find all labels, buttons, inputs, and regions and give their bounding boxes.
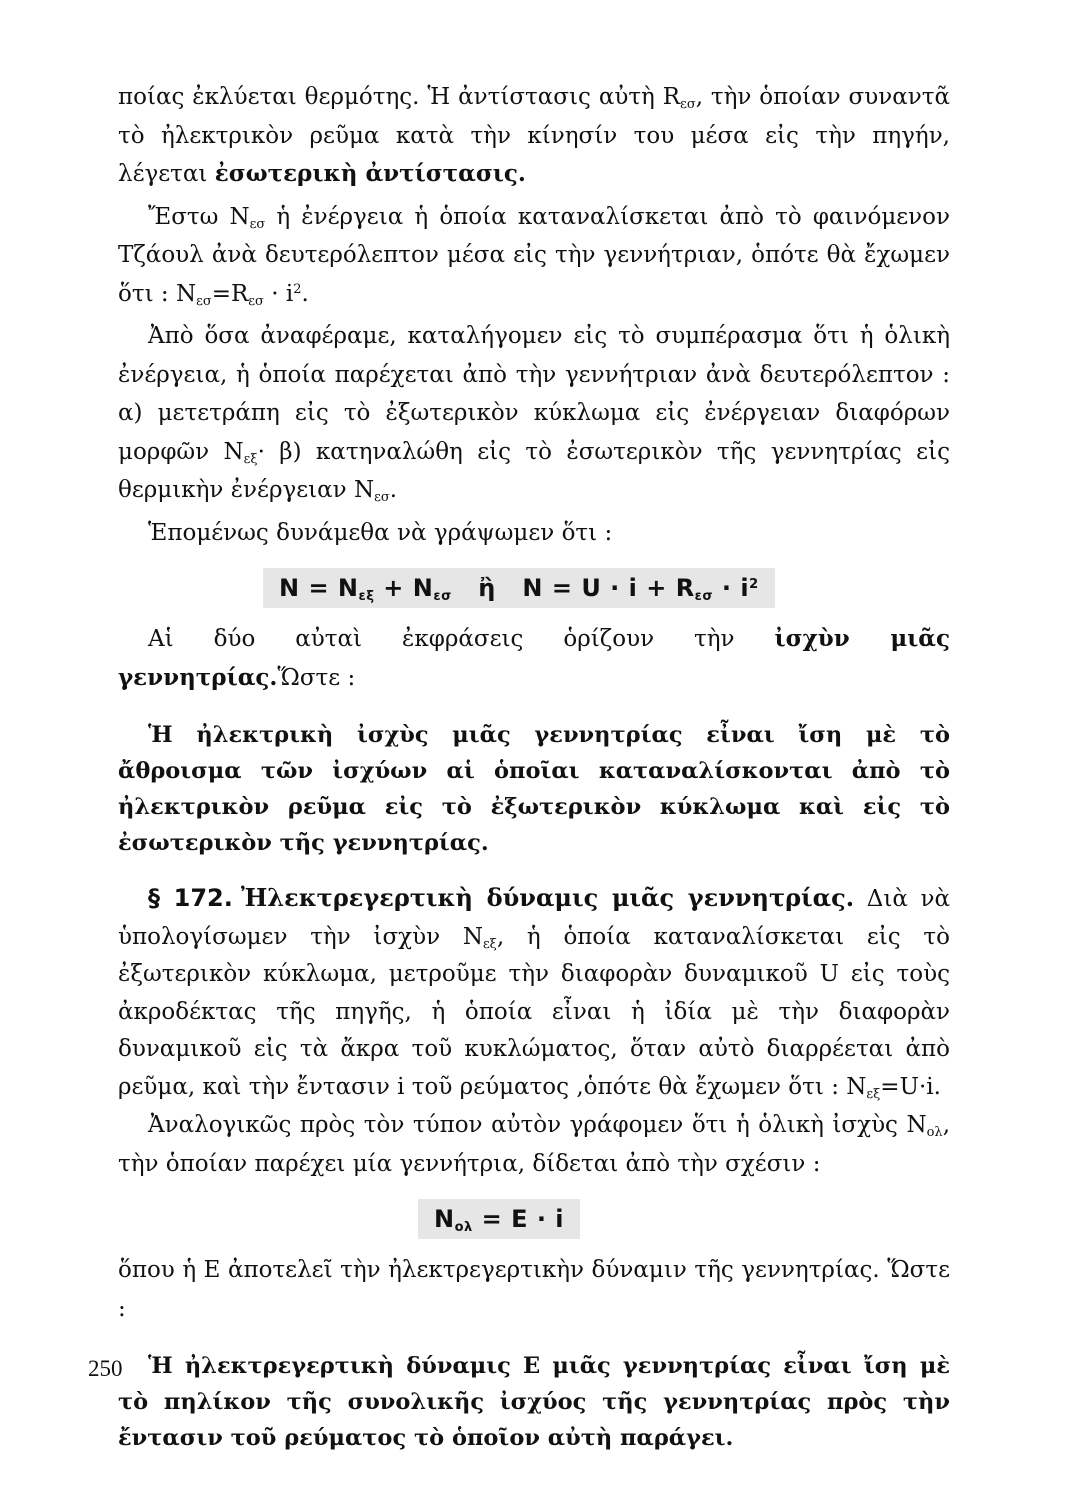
text: Ἀπὸ ὅσα ἀναφέραμε, καταλήγομεν εἰς τὸ συμπέρασμα ὅτι ἡ ὁλικὴ ἐνέργεια, ἡ ὁποία παρέχεται ἀπὸ τὴν γεννήτριαν ἀνὰ δευτερόλεπτον : α) μετετράπη εἰς τὸ ἐξωτερικὸν κύκλωμα εἰς ἐνέργειαν διαφόρων μορφῶν (118, 323, 950, 465)
rule-emf: Ἡ ἠλεκτρεγερτικὴ δύναμις Ε μιᾶς γεννητρίας εἶναι ἴση μὲ τὸ πηλίκον τῆς συνολικῆς ἰσχύος τῆς γεννητρίας πρὸς τὴν ἔντασιν τοῦ ρεύματος τὸ ὁποῖον αὐτὴ παράγει. (118, 1353, 950, 1451)
subscript: εξ (243, 451, 258, 467)
subscript: εσ (249, 216, 266, 232)
subscript: εσ (248, 293, 264, 309)
subscript: εσ (694, 589, 714, 604)
subscript: εσ (433, 589, 452, 604)
text: · β) κατηναλώθη εἰς τὸ ἐσωτερικὸν τῆς γεννητρίας εἰς θερμικὴν ἐνέργειαν (118, 438, 950, 503)
symbol: N (353, 477, 375, 503)
bold-term: ἐσωτερικὴ ἀντίστασις. (214, 160, 526, 187)
subscript: εξ (866, 1086, 881, 1102)
text: , τὴν ὁποίαν παρέχει μία γεννήτρια, δίδεται ἀπὸ τὴν σχέσιν : (118, 1112, 950, 1177)
text: , ἡ ὁποία καταναλίσκεται εἰς τὸ ἐξωτερικὸν κύκλωμα, μετροῦμε τὴν διαφορὰν δυναμικοῦ U εἰς τοὺς ἀκροδέκτας τῆς πηγῆς, ἡ ὁποία εἶναι ἡ ἰδία μὲ τὴν διαφορὰν δυναμικοῦ εἰς τὰ ἄκρα τοῦ κυκλώματος, ὅταν αὐτὸ διαρρέεται ἀπὸ ρεῦμα, καὶ τὴν ἔντασιν i τοῦ ρεύματος ,ὁπότε θὰ ἔχωμεν ὅτι : (118, 923, 950, 1100)
page-number: 250 (88, 1356, 123, 1381)
subscript: εσ (374, 490, 390, 505)
text: Αἱ δύο αὐταὶ ἐκφράσεις ὁρίζουν τὴν (148, 626, 775, 652)
formula-text: N (434, 1205, 455, 1233)
text: . (389, 477, 398, 503)
subscript: εξ (482, 936, 497, 952)
text: . (301, 280, 309, 307)
bold-term: ἰσχὺν μιᾶς γεννητρίας. (118, 625, 950, 691)
text: ὅπου ἡ Ε ἀποτελεῖ τὴν ἠλεκτρεγερτικὴν δύναμιν τῆς γεννητρίας. Ὥστε : (118, 1257, 950, 1322)
formula-text: · i (713, 574, 750, 602)
paragraph-therefore (118, 514, 950, 553)
symbol: R (662, 84, 681, 110)
formula-text: N = N (279, 574, 359, 602)
text: Ἔστω (148, 203, 230, 230)
subscript: ολ (926, 1125, 943, 1140)
formula-power (263, 568, 775, 608)
symbol: N (462, 923, 483, 950)
symbol: · i (263, 280, 294, 307)
paragraph-total-power (118, 1106, 950, 1183)
superscript: 2 (749, 577, 759, 592)
subscript: εξ (358, 589, 375, 604)
subscript: εσ (196, 293, 212, 309)
text: Διὰ νὰ ὑπολογίσωμεν τὴν ἰσχὺν (118, 886, 950, 950)
superscript: 2 (293, 281, 302, 297)
section-172 (118, 879, 950, 1106)
paragraph-joule-energy (118, 198, 950, 314)
paragraph-internal-resistance (118, 78, 950, 194)
formula-total-power (418, 1199, 580, 1239)
formula-text: ἢ (451, 574, 523, 602)
paragraph-conclusion (118, 317, 950, 510)
paragraph-power-definition (118, 620, 950, 697)
text: , τὴν ὁποίαν συναντᾶ τὸ ἠλεκτρικὸν ρεῦμα κατὰ τὴν κίνησίν του μέσα εἰς τὴν πηγήν, λέγεται (118, 84, 950, 187)
subscript: εσ (680, 97, 696, 112)
paragraph-emf (118, 1251, 950, 1328)
text: Ὥστε : (277, 664, 356, 691)
symbol: N (906, 1112, 927, 1138)
symbol: N (175, 280, 197, 307)
symbol: N (229, 203, 250, 230)
symbol: =U·i. (880, 1073, 941, 1100)
rule-electrical-power: Ἡ ἠλεκτρικὴ ἰσχὺς μιᾶς γεννητρίας εἶναι ἴση μὲ τὸ ἄθροισμα τῶν ἰσχύων αἱ ὁποῖαι καταναλίσκονται ἀπὸ τὸ ἠλεκτρικὸν ρεῦμα εἰς τὸ ἐξωτερικὸν κύκλωμα καὶ εἰς τὸ ἐσωτερικὸν τῆς γεννητρίας. (118, 722, 950, 856)
symbol: =R (211, 280, 249, 307)
formula-text: = E · i (472, 1205, 565, 1233)
text: ποίας ἐκλύεται θερμότης. Ἡ ἀντίστασις αὐτὴ (118, 84, 663, 110)
section-number: § 172. (148, 884, 233, 912)
text: Ἀναλογικῶς πρὸς τὸν τύπον αὐτὸν γράφομεν ὅτι ἡ ὁλικὴ ἰσχὺς (148, 1112, 907, 1138)
subscript: ολ (454, 1220, 473, 1235)
text: ἡ ἐνέργεια ἡ ὁποία καταναλίσκεται ἀπὸ τὸ φαινόμενον Τζάουλ ἀνὰ δευτερόλεπτον μέσα εἰς τὴν γεννήτριαν, ὁπότε θὰ ἔχωμεν ὅτι : (118, 203, 950, 307)
text: Ἑπομένως δυνάμεθα νὰ γράψωμεν ὅτι : (148, 519, 613, 546)
formula-text: + N (374, 574, 434, 602)
symbol: N (223, 438, 244, 465)
formula-text: N = U · i + R (522, 574, 695, 602)
symbol: N (846, 1073, 867, 1100)
section-title: Ἠλεκτρεγερτικὴ δύναμις μιᾶς γεννητρίας. (240, 883, 855, 912)
